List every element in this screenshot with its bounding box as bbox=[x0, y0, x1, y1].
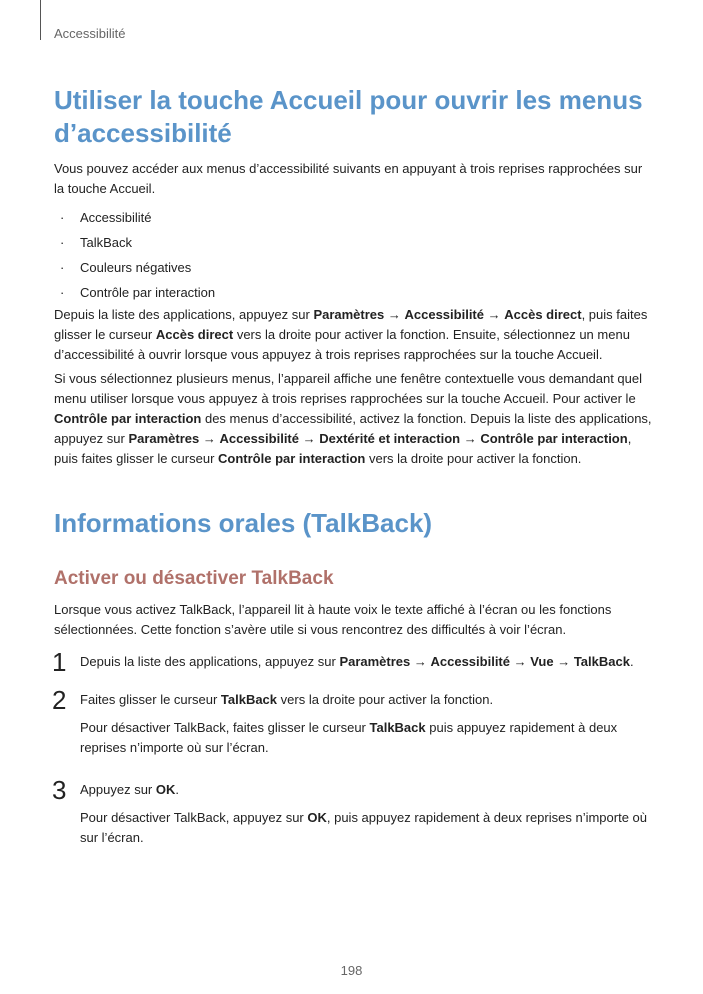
section1-title bbox=[54, 84, 652, 150]
menu-term: Accessibilité bbox=[430, 654, 510, 669]
section1-paragraph-1 bbox=[54, 305, 652, 365]
list-item-label: Accessibilité bbox=[80, 210, 152, 225]
bullet-icon: · bbox=[60, 285, 65, 300]
arrow-separator: → bbox=[199, 431, 220, 446]
list-item bbox=[54, 230, 652, 255]
text: vers la droite pour activer la fonction. bbox=[277, 692, 494, 707]
menu-term: TalkBack bbox=[573, 654, 630, 669]
menu-term: Dextérité et interaction bbox=[319, 431, 461, 446]
arrow-separator: → bbox=[553, 654, 574, 669]
menu-term: Contrôle par interaction bbox=[218, 451, 366, 466]
page-number: 198 bbox=[340, 963, 363, 978]
page-content bbox=[54, 84, 652, 848]
arrow-separator: → bbox=[510, 654, 531, 669]
list-item bbox=[54, 205, 652, 230]
menu-term: Paramètres bbox=[313, 307, 385, 322]
section1-title-line1: Utiliser la touche Accueil pour ouvrir les menus bbox=[54, 85, 643, 115]
menu-term: Accès direct bbox=[504, 307, 582, 322]
menu-term: OK bbox=[307, 810, 327, 825]
step-note bbox=[80, 808, 652, 848]
arrow-separator: → bbox=[384, 307, 405, 322]
section1-paragraph-2 bbox=[54, 369, 652, 469]
section1-intro: Vous pouvez accéder aux menus d’accessibilité suivants en appuyant à trois reprises rapprochées sur la touche Accueil. bbox=[54, 161, 643, 196]
text: . bbox=[175, 782, 179, 797]
text: Pour désactiver TalkBack, faites glisser le curseur bbox=[80, 720, 370, 735]
bullet-icon: · bbox=[60, 235, 65, 250]
text: Faites glisser le curseur bbox=[80, 692, 221, 707]
bullet-icon: · bbox=[60, 260, 65, 275]
list-item-label: Couleurs négatives bbox=[80, 260, 192, 275]
text: des menus d’accessibilité, activez la fonction. Depuis la liste des applications, appuyez sur bbox=[54, 411, 652, 446]
arrow-separator: → bbox=[299, 431, 320, 446]
list-item-label: Contrôle par interaction bbox=[80, 285, 216, 300]
list-item bbox=[54, 255, 652, 280]
list-item bbox=[54, 280, 652, 305]
text: puis appuyez rapidement à deux reprises n’importe où sur l’écran. bbox=[80, 720, 618, 755]
text: , puis faites glisser le curseur bbox=[54, 307, 648, 342]
accessibility-menu-list bbox=[54, 205, 652, 305]
section2-subtitle: Activer ou désactiver TalkBack bbox=[54, 568, 334, 589]
text: . bbox=[629, 654, 634, 669]
step-number: 2 bbox=[52, 685, 67, 715]
text: Depuis la liste des applications, appuyez sur bbox=[54, 307, 314, 322]
menu-term: Accès direct bbox=[155, 327, 234, 342]
step-note bbox=[80, 718, 652, 758]
text: Appuyez sur bbox=[80, 782, 156, 797]
section-label: Accessibilité bbox=[54, 26, 126, 41]
menu-term: Accessibilité bbox=[404, 307, 484, 322]
step-3 bbox=[52, 775, 652, 848]
menu-term: Paramètres bbox=[339, 654, 411, 669]
step-number: 1 bbox=[52, 647, 67, 677]
menu-term: TalkBack bbox=[220, 692, 278, 707]
menu-term: Paramètres bbox=[128, 431, 200, 446]
arrow-separator: → bbox=[460, 431, 481, 446]
text: , puis faites glisser le curseur bbox=[54, 431, 632, 466]
header-rule bbox=[40, 0, 41, 40]
list-item-label: TalkBack bbox=[80, 235, 133, 250]
step-number: 3 bbox=[52, 775, 67, 805]
text: vers la droite pour activer la fonction. bbox=[365, 451, 582, 466]
menu-term: Contrôle par interaction bbox=[54, 411, 202, 426]
menu-term: TalkBack bbox=[369, 720, 426, 735]
menu-term: Vue bbox=[530, 654, 554, 669]
section1-title-line2: d’accessibilité bbox=[54, 118, 232, 148]
text: vers la droite pour activer la fonction. Ensuite, sélectionnez un menu d’accessibilité à ouvrir lorsque vous appuyez à trois reprises rapprochées sur la touche Accueil. bbox=[54, 327, 630, 362]
text: Depuis la liste des applications, appuyez sur bbox=[80, 654, 340, 669]
bullet-icon: · bbox=[60, 210, 65, 225]
text: Si vous sélectionnez plusieurs menus, l’appareil affiche une fenêtre contextuelle vous demandant quel menu utiliser lorsque vous appuyez à trois reprises rapprochées sur la touche Accueil. Pour activer le bbox=[54, 371, 643, 406]
menu-term: Contrôle par interaction bbox=[480, 431, 628, 446]
step-2 bbox=[52, 685, 652, 758]
menu-term: Accessibilité bbox=[219, 431, 299, 446]
arrow-separator: → bbox=[410, 654, 431, 669]
step-text bbox=[80, 652, 652, 672]
step-text bbox=[80, 780, 652, 800]
step-1 bbox=[52, 647, 652, 677]
section2-title: Informations orales (TalkBack) bbox=[54, 508, 433, 538]
text: Pour désactiver TalkBack, appuyez sur bbox=[80, 810, 308, 825]
arrow-separator: → bbox=[484, 307, 505, 322]
menu-term: OK bbox=[155, 782, 176, 797]
step-text bbox=[80, 690, 652, 710]
text: , puis appuyez rapidement à deux reprises n’importe où sur l’écran. bbox=[80, 810, 647, 845]
section2-intro: Lorsque vous activez TalkBack, l’appareil lit à haute voix le texte affiché à l’écran ou les fonctions sélectionnées. Cette fonction s’avère utile si vous rencontrez des difficultés à voir l’écran. bbox=[54, 602, 612, 637]
